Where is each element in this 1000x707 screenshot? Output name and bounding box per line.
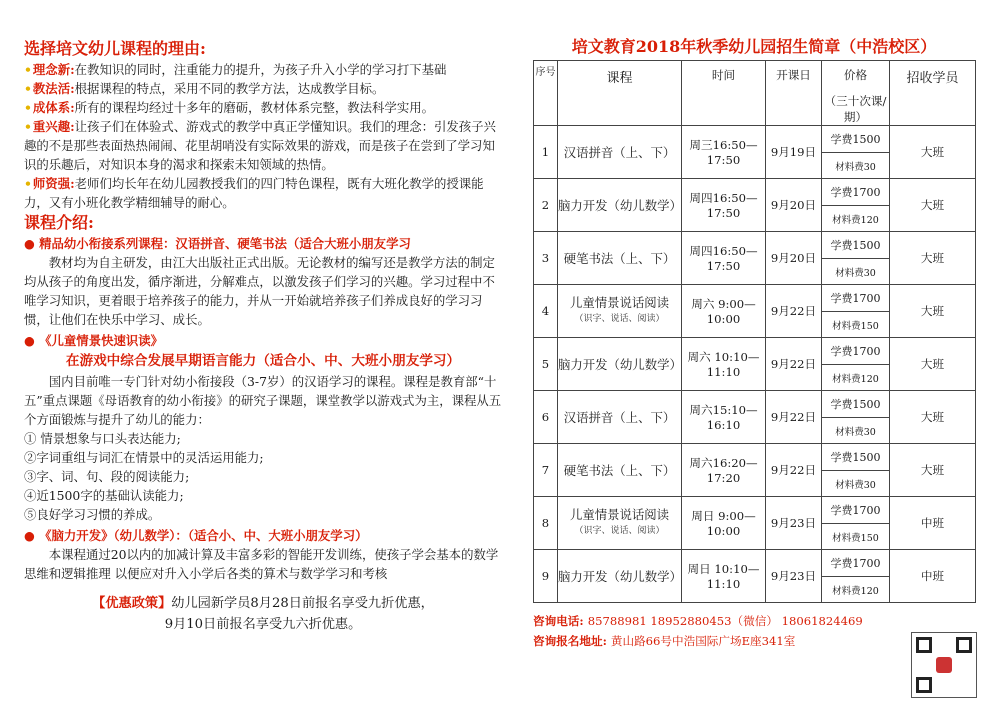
row-time: 周四16:50—17:50	[682, 179, 766, 232]
course2-subtitle: 在游戏中综合发展早期语言能力（适合小、中、大班小朋友学习）	[65, 353, 461, 369]
header-price	[822, 61, 890, 126]
reason-label: 师资强:	[32, 176, 75, 191]
row-fee: 学费1500	[822, 126, 890, 153]
promo-line2: 9月10日前报名享受九六折优惠。	[164, 617, 362, 632]
row-time: 周日 10:10—11:10	[682, 550, 766, 603]
reason-label: 理念新:	[32, 62, 75, 77]
course-name: 硬笔书法（上、下）	[563, 250, 676, 266]
row-no: 5	[534, 338, 558, 391]
course-note: （识字、说话、阅读）	[574, 526, 665, 536]
bullet-icon: ●	[24, 333, 40, 348]
header-time: 时间	[682, 61, 766, 126]
row-students: 大班	[890, 285, 976, 338]
course3-heading	[24, 526, 502, 545]
bullet-icon: •	[24, 119, 32, 134]
course-name: 汉语拼音（上、下）	[563, 409, 676, 425]
promo-tag: 【优惠政策】	[92, 596, 172, 611]
header-price-note: （三十次课/期）	[824, 94, 887, 124]
row-students: 大班	[890, 338, 976, 391]
row-students: 中班	[890, 497, 976, 550]
bullet-icon: •	[24, 62, 32, 77]
row-material: 材料费150	[822, 312, 890, 338]
promo-block	[24, 593, 502, 635]
row-students: 中班	[890, 550, 976, 603]
row-start: 9月22日	[766, 285, 822, 338]
bullet-icon: •	[24, 81, 32, 96]
promo-text1: 幼儿园新学员8月28日前报名享受九折优惠，	[171, 596, 434, 611]
row-start: 9月19日	[766, 126, 822, 179]
phone-label: 咨询电话:	[533, 614, 584, 628]
row-course	[558, 444, 682, 497]
course-name: 儿童情景说话阅读	[569, 507, 670, 522]
row-no: 3	[534, 232, 558, 285]
course3-text: 本课程通过20以内的加减计算及丰富多彩的智能开发训练，使孩子学会基本的数学思维和逻辑推理 以便应对升入小学后各类的算术与数学学习和考核	[24, 547, 499, 581]
reason-item	[24, 60, 502, 79]
row-fee: 学费1700	[822, 338, 890, 365]
row-fee: 学费1500	[822, 232, 890, 259]
course-note: （识字、说话、阅读）	[574, 314, 665, 324]
row-no: 8	[534, 497, 558, 550]
table-row	[534, 179, 976, 206]
row-fee: 学费1700	[822, 179, 890, 206]
row-time: 周四16:50—17:50	[682, 232, 766, 285]
row-start: 9月20日	[766, 179, 822, 232]
row-no: 2	[534, 179, 558, 232]
table-row	[534, 444, 976, 471]
header-no: 序号	[534, 61, 558, 126]
row-fee: 学费1700	[822, 497, 890, 524]
row-no: 9	[534, 550, 558, 603]
table-row	[534, 497, 976, 524]
row-fee: 学费1500	[822, 391, 890, 418]
row-fee: 学费1700	[822, 285, 890, 312]
reason-text: 老师们均长年在幼儿园教授我们的四门特色课程，既有大班化教学的授课能力，又有小班化教学精细辅导的耐心。	[24, 176, 484, 210]
row-no: 4	[534, 285, 558, 338]
row-start: 9月20日	[766, 232, 822, 285]
reasons-title: 选择培文幼儿课程的理由:	[24, 39, 206, 58]
right-column	[533, 34, 975, 651]
row-students: 大班	[890, 126, 976, 179]
row-students: 大班	[890, 391, 976, 444]
course-name: 硬笔书法（上、下）	[563, 462, 676, 478]
row-start: 9月23日	[766, 497, 822, 550]
row-course	[558, 497, 682, 550]
address-value: 黄山路66号中浩国际广场E座341室	[610, 634, 796, 648]
course1-heading	[24, 234, 502, 253]
table-header-row	[534, 61, 976, 126]
row-material: 材料费120	[822, 206, 890, 232]
row-material: 材料费30	[822, 259, 890, 285]
row-material: 材料费120	[822, 365, 890, 391]
row-material: 材料费30	[822, 471, 890, 497]
row-fee: 学费1700	[822, 550, 890, 577]
promo-line1	[24, 593, 502, 614]
table-row	[534, 550, 976, 577]
ability-item: ① 情景想象与口头表达能力;	[24, 431, 181, 446]
bullet-icon: ●	[24, 528, 40, 543]
ability-item: ②字词重组与词汇在情景中的灵活运用能力;	[24, 450, 264, 465]
course1-title: 精品幼小衔接系列课程：汉语拼音、硬笔书法（适合大班小朋友学习	[39, 236, 411, 251]
left-column	[24, 38, 502, 635]
phone-value: 85788981 18952880453（微信） 18061824469	[587, 614, 863, 628]
ability-item: ④近1500字的基础认读能力;	[24, 488, 184, 503]
bullet-icon: ●	[24, 236, 40, 251]
row-course	[558, 338, 682, 391]
row-fee: 学费1500	[822, 444, 890, 471]
contact-address	[533, 631, 975, 651]
row-course	[558, 179, 682, 232]
reason-label: 教法活:	[32, 81, 75, 96]
row-start: 9月22日	[766, 444, 822, 497]
row-material: 材料费150	[822, 524, 890, 550]
course-name: 儿童情景说话阅读	[569, 295, 670, 310]
row-course	[558, 126, 682, 179]
header-price-label: 价格	[843, 68, 868, 82]
row-start: 9月23日	[766, 550, 822, 603]
course2-text: 国内目前唯一专门针对幼小衔接段（3-7岁）的汉语学习的课程。课程是教育部“十五”重点课题《母语教育的幼小衔接》的研究子课题，课堂教学以游戏式为主，课程从五个方面锻炼与提升了幼儿的能力：	[24, 374, 502, 427]
reason-text: 根据课程的特点，采用不同的教学方法，达成教学目标。	[74, 81, 385, 96]
ability-item: ③字、词、句、段的阅读能力;	[24, 469, 190, 484]
row-students: 大班	[890, 179, 976, 232]
address-label: 咨询报名地址:	[533, 634, 607, 648]
table-row	[534, 338, 976, 365]
table-row	[534, 126, 976, 153]
course-name: 脑力开发（幼儿数学）	[558, 197, 682, 213]
row-students: 大班	[890, 444, 976, 497]
reason-item	[24, 98, 502, 117]
row-time: 周六15:10—16:10	[682, 391, 766, 444]
table-row	[534, 285, 976, 312]
header-students: 招收学员	[890, 61, 976, 126]
row-material: 材料费30	[822, 418, 890, 444]
row-no: 1	[534, 126, 558, 179]
ability-item: ⑤良好学习习惯的养成。	[24, 507, 161, 522]
reason-item	[24, 174, 502, 212]
reason-text: 在教知识的同时，注重能力的提升，为孩子升入小学的学习打下基础	[74, 62, 447, 77]
course2-heading	[24, 331, 502, 350]
course-name: 汉语拼音（上、下）	[563, 144, 676, 160]
reason-item	[24, 117, 502, 174]
reasons-list	[24, 60, 502, 212]
qr-code-icon	[911, 632, 977, 698]
row-time: 周六 9:00—10:00	[682, 285, 766, 338]
table-row	[534, 391, 976, 418]
course-name: 脑力开发（幼儿数学）	[558, 356, 682, 372]
row-course	[558, 391, 682, 444]
row-time: 周六 10:10—11:10	[682, 338, 766, 391]
row-no: 6	[534, 391, 558, 444]
reason-label: 重兴趣:	[32, 119, 75, 134]
course1-text: 教材均为自主研发，由江大出版社正式出版。无论教材的编写还是教学方法的制定均从孩子的角度出发，循序渐进，分解难点，以激发孩子们学习的兴趣。学习过程中不唯学习知识，更着眼于培养孩子的能力，并从一开始就培养孩子们养成良好的学习习惯，让他们在快乐中学习、成长。	[24, 255, 495, 327]
header-start: 开课日	[766, 61, 822, 126]
bullet-icon: •	[24, 100, 32, 115]
course-name: 脑力开发（幼儿数学）	[558, 568, 682, 584]
reason-item	[24, 79, 502, 98]
contact-block	[533, 611, 975, 651]
bullet-icon: •	[24, 176, 32, 191]
row-material: 材料费30	[822, 153, 890, 179]
schedule-body	[534, 126, 976, 603]
course3-title: 《脑力开发》（幼儿数学）：（适合小、中、大班小朋友学习）	[39, 528, 368, 543]
intro-title: 课程介绍:	[24, 213, 94, 232]
row-time: 周六16:20—17:20	[682, 444, 766, 497]
row-course	[558, 232, 682, 285]
row-time: 周日 9:00—10:00	[682, 497, 766, 550]
reason-text: 所有的课程均经过十多年的磨砺，教材体系完整，教法科学实用。	[74, 100, 434, 115]
table-row	[534, 232, 976, 259]
abilities-list	[24, 429, 502, 524]
schedule-title: 培文教育2018年秋季幼儿园招生简章（中浩校区）	[571, 37, 937, 56]
row-time: 周三16:50—17:50	[682, 126, 766, 179]
schedule-table	[533, 60, 976, 603]
row-material: 材料费120	[822, 577, 890, 603]
reason-label: 成体系:	[32, 100, 75, 115]
reason-text: 让孩子们在体验式、游戏式的教学中真正学懂知识。我们的理念：引发孩子兴趣的不是那些表面热热闹闹、花里胡哨没有实际效果的游戏，而是孩子在尝到了学习知识的乐趣后，对知识本身的渴求和探索未知领域的热情。	[24, 119, 496, 172]
row-course	[558, 285, 682, 338]
row-course	[558, 550, 682, 603]
row-start: 9月22日	[766, 338, 822, 391]
row-students: 大班	[890, 232, 976, 285]
row-no: 7	[534, 444, 558, 497]
header-course: 课程	[558, 61, 682, 126]
course2-title: 《儿童情景快速识读》	[39, 333, 164, 348]
contact-phone	[533, 611, 975, 631]
row-start: 9月22日	[766, 391, 822, 444]
